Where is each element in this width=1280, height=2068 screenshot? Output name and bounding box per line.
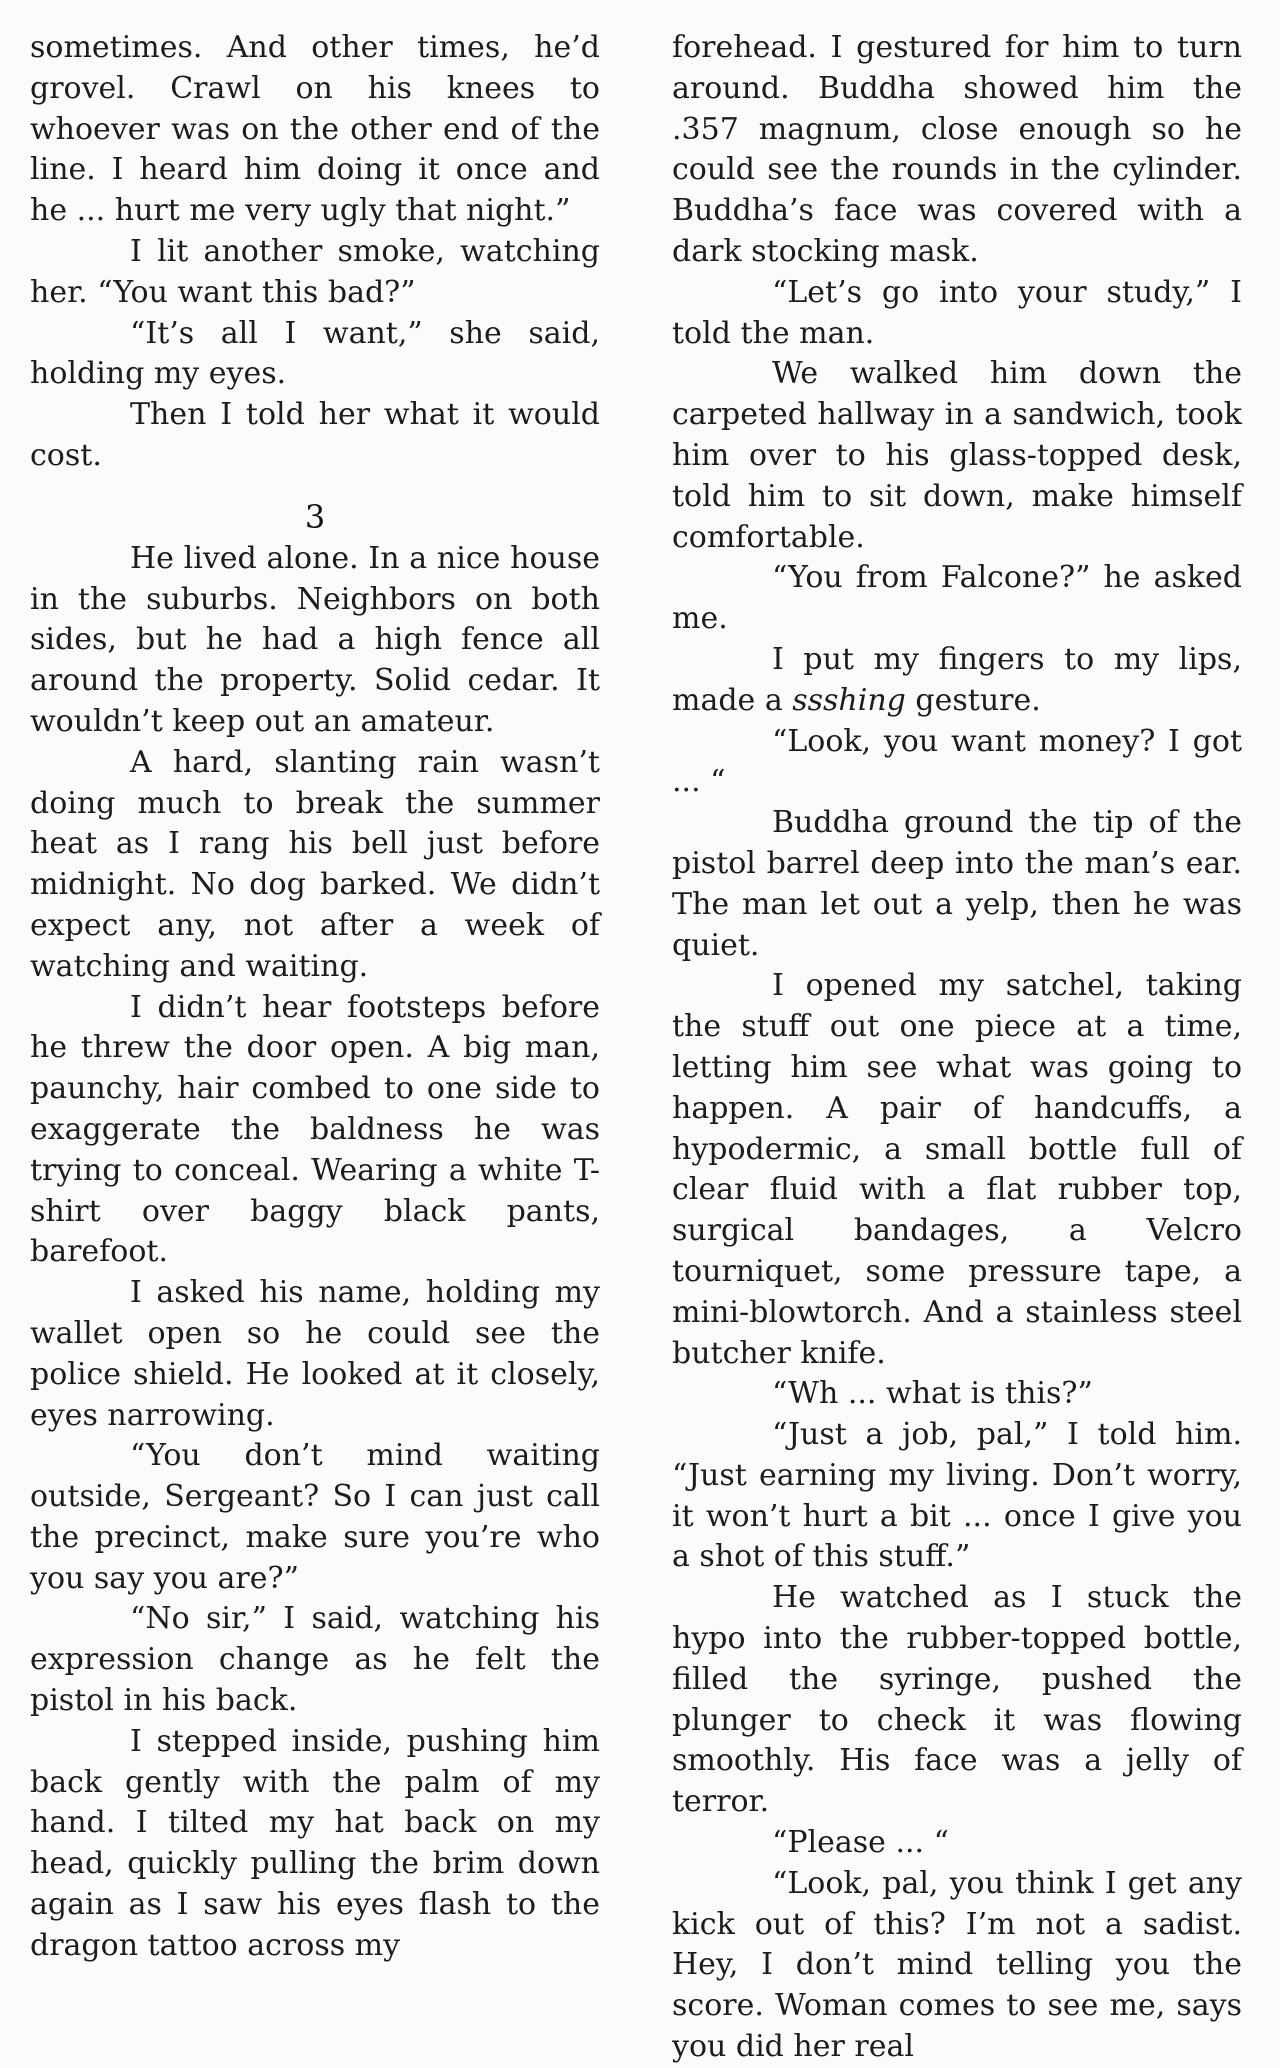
paragraph: He watched as I stuck the hypo into the rubber-topped bottle, filled the syringe, pushed the plunger to check it was flowing smoothly. His face was a jelly of terror. xyxy=(672,1580,1242,1820)
paragraph: “Wh ... what is this?” xyxy=(772,1376,1093,1412)
paragraph: “Please ... “ xyxy=(772,1825,949,1861)
paragraph: “No sir,” I said, watching his expression change as he felt the pistol in his back. xyxy=(30,1601,600,1719)
paragraph: “You from Falcone?” he asked me. xyxy=(672,560,1242,637)
paragraph: sometimes. And other times, he’d grovel. Crawl on his knees to whoever was on the other end of the line. I heard him doing it once and he ... hurt me very ugly that night.” xyxy=(30,30,600,229)
paragraph: We walked him down the carpeted hallway in a sandwich, took him over to his glass-topped desk, told him to sit down, make himself comfortable. xyxy=(672,356,1242,555)
left-column xyxy=(30,28,600,1967)
text-run: gesture. xyxy=(905,682,1041,718)
paragraph: “It’s all I want,” she said, holding my eyes. xyxy=(30,315,600,392)
paragraph: He lived alone. In a nice house in the suburbs. Neighbors on both sides, but he had a high fence all around the property. Solid cedar. It wouldn’t keep out an amateur. xyxy=(30,540,600,739)
paragraph: I opened my satchel, taking the stuff out one piece at a time, letting him see what was going to happen. A pair of handcuffs, a hypodermic, a small bottle full of clear fluid with a flat rubber top, surgical bandages, a Velcro tourniquet, some pressure tape, a mini-blowtorch. And a stainless steel butcher knife. xyxy=(672,968,1242,1371)
paragraph: Buddha ground the tip of the pistol barrel deep into the man’s ear. The man let out a yelp, then he was quiet. xyxy=(672,805,1242,963)
paragraph: “You don’t mind waiting outside, Sergeant? So I can just call the precinct, make sure you’re who you say you are?” xyxy=(30,1438,600,1596)
paragraph: I stepped inside, pushing him back gently with the palm of my hand. I tilted my hat back on my head, quickly pulling the brim down again as I saw his eyes flash to the dragon tattoo across my xyxy=(30,1723,600,1963)
chapter-number: 3 xyxy=(304,497,326,536)
paragraph: I asked his name, holding my wallet open so he could see the police shield. He looked at it closely, eyes narrowing. xyxy=(30,1275,600,1433)
italic-word: ssshing xyxy=(792,682,906,718)
paragraph: “Let’s go into your study,” I told the man. xyxy=(672,274,1242,351)
right-column xyxy=(672,28,1242,2068)
paragraph: I lit another smoke, watching her. “You want this bad?” xyxy=(30,233,600,310)
paragraph: “Look, pal, you think I get any kick out of this? I’m not a sadist. Hey, I don’t mind telling you the score. Woman comes to see me, says you did her real xyxy=(672,1865,1242,2065)
paragraph-with-italic xyxy=(672,640,1242,722)
text-run: I put my fingers to my lips, made a xyxy=(672,641,1242,718)
paragraph: “Look, you want money? I got ... “ xyxy=(672,723,1242,800)
paragraph: “Just a job, pal,” I told him. “Just earning my living. Don’t worry, it won’t hurt a bit ... once I give you a shot of this stuff.” xyxy=(672,1417,1242,1575)
paragraph: Then I told her what it would cost. xyxy=(30,397,600,473)
paragraph: A hard, slanting rain wasn’t doing much to break the summer heat as I rang his bell just before midnight. No dog barked. We didn’t expect any, not after a week of watching and waiting. xyxy=(30,744,600,984)
paragraph: I didn’t hear footsteps before he threw the door open. A big man, paunchy, hair combed to one side to exaggerate the baldness he was trying to conceal. Wearing a white T-shirt over baggy black pants, barefoot. xyxy=(30,989,600,1270)
paragraph: forehead. I gestured for him to turn around. Buddha showed him the .357 magnum, close enough so he could see the rounds in the cylinder. Buddha’s face was covered with a dark stocking mask. xyxy=(672,30,1242,269)
